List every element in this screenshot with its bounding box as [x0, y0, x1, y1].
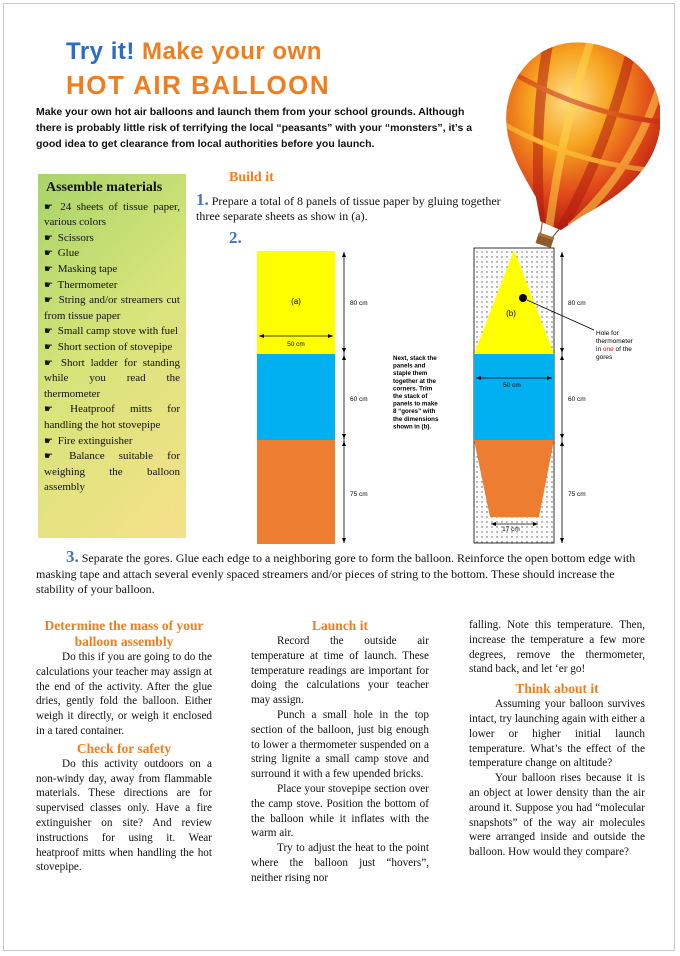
- mass-heading: Determine the mass of your balloon assembly: [44, 618, 204, 649]
- material-item: [44, 246, 180, 262]
- stack-note: [393, 355, 439, 430]
- label-a: (a): [291, 297, 301, 306]
- pointing-hand-icon: ☛: [44, 232, 53, 244]
- step-1: [196, 192, 520, 224]
- hole-one: one: [602, 346, 614, 353]
- stack-note-line: 8 “gores” with: [393, 408, 436, 416]
- hole-in: in: [596, 346, 602, 353]
- title-make-your-own: Make your own: [142, 38, 322, 65]
- safety-text: Do this activity outdoors on a non-windy day, away from flammable materials. These directions are for supervised classes only. Have a fire extinguisher on site? And review instructions for using it. Wear heatproof mitts when handling the hot stovepipe.: [36, 757, 212, 874]
- material-item: [44, 324, 180, 340]
- pointing-hand-icon: ☛: [44, 341, 53, 353]
- height-mid-a: 60 cm: [350, 396, 368, 403]
- think-heading: Think about it: [515, 681, 599, 697]
- pointing-hand-icon: ☛: [44, 279, 53, 291]
- material-item: [44, 402, 180, 433]
- stack-note-line: the stack of: [393, 393, 428, 400]
- think-p2: Your balloon rises because it is an object at lower density than the air around it. Suppose you had “molecular snapshots” of the way air molecules were arranged inside and outside the balloon. How would they compare?: [469, 772, 645, 859]
- material-item: [44, 262, 180, 278]
- hole-label-line3: [596, 346, 632, 353]
- width-a-label: 50 cm: [287, 341, 305, 348]
- pointing-hand-icon: ☛: [44, 263, 53, 275]
- material-item-text: 24 sheets of tissue paper, various colors: [44, 200, 181, 229]
- width-b-label: 50 cm: [503, 382, 521, 389]
- stack-note-line: panels and: [393, 362, 426, 370]
- gore-diagram: [240, 240, 660, 546]
- material-item: [44, 200, 180, 231]
- column-1: [36, 618, 212, 875]
- height-bottom-a: 75 cm: [350, 491, 368, 498]
- bottom-width-label: 17 cm: [502, 526, 520, 533]
- material-item: [44, 434, 180, 450]
- step-2-number: 2.: [229, 228, 242, 247]
- safety-heading: Check for safety: [76, 740, 172, 756]
- launch-p5: falling. Note this temperature. Then, increase the temperature a few more degrees, remove the thermometer, stand back, and let ‘er go!: [469, 619, 645, 676]
- launch-heading: Launch it: [312, 618, 368, 633]
- launch-p2: Punch a small hole in the top section of the balloon, just big enough to lower a thermometer suspended on a string lignite a small camp stove and surround it with a few upended bricks.: [251, 708, 429, 781]
- column-2: [251, 618, 429, 886]
- materials-heading: Assemble materials: [46, 180, 163, 195]
- title-try-it: Try it!: [66, 38, 135, 65]
- height-mid-b: 60 cm: [568, 396, 586, 403]
- material-item: [44, 449, 180, 496]
- build-heading: Build it: [229, 170, 274, 185]
- material-item-text: Balance suitable for weighing the balloon assembly: [44, 450, 180, 494]
- material-item-text: Heatproof mitts for handling the hot stovepipe: [44, 403, 180, 431]
- hole-label-line4: gores: [596, 354, 613, 361]
- materials-list: [44, 200, 180, 496]
- pointing-hand-icon: ☛: [44, 295, 53, 307]
- material-item-text: Short section of stovepipe: [57, 340, 173, 353]
- height-top-a: 80 cm: [350, 300, 368, 307]
- panel-a-bottom: [257, 440, 335, 544]
- stack-note-line: staple them: [393, 370, 428, 378]
- pointing-hand-icon: ☛: [44, 435, 53, 447]
- material-item-text: Small camp stove with fuel: [57, 325, 179, 338]
- stack-note-line: the dimensions: [393, 415, 439, 423]
- pointing-hand-icon: ☛: [44, 357, 53, 369]
- pointing-hand-icon: ☛: [44, 404, 53, 416]
- title-line-2: HOT AIR BALLOON: [66, 70, 331, 100]
- step-1-text: Prepare a total of 8 panels of tissue paper by gluing together three separate sheets as show in (a).: [196, 194, 501, 223]
- stack-note-line: shown in (b).: [393, 423, 432, 431]
- stack-note-line: corners. Trim: [393, 385, 433, 393]
- column-3: [469, 618, 645, 860]
- step-1-number: 1.: [196, 190, 209, 209]
- pointing-hand-icon: ☛: [44, 248, 53, 260]
- hole-of: of the: [615, 346, 632, 353]
- materials-box: [38, 174, 186, 538]
- stack-note-line: Next, stack the: [393, 355, 437, 362]
- step-3-text: Separate the gores. Glue each edge to a neighboring gore to form the balloon. Reinforce the open bottom edge with masking tape and attach several evenly spaced streamers and/or pieces of string to the bottom. These should increase the stability of your balloon.: [36, 551, 636, 596]
- pointing-hand-icon: ☛: [44, 326, 53, 338]
- material-item-text: Short ladder for standing while you read the thermometer: [44, 356, 180, 400]
- material-item: [44, 356, 180, 403]
- stack-note-line: together at the: [393, 377, 436, 385]
- panel-a-middle: [257, 354, 335, 440]
- step-3-number: 3.: [66, 547, 79, 566]
- mass-text: Do this if you are going to do the calculations your teacher may assign at the end of the activity. After the glue dries, gently fold the balloon. Either weigh it directly, or weigh it enclosed in a tared container.: [36, 651, 212, 737]
- hole-label-line2: thermometer: [596, 338, 633, 345]
- material-item: [44, 278, 180, 294]
- material-item-text: Fire extinguisher: [57, 434, 133, 447]
- stack-note-line: panels to make: [393, 400, 438, 408]
- material-item-text: String and/or streamers cut from tissue paper: [44, 294, 180, 322]
- pointing-hand-icon: ☛: [44, 451, 53, 463]
- launch-p1: Record the outside air temperature at time of launch. These temperature readings are important for doing the calculations your teacher may assign.: [251, 635, 429, 707]
- think-p1: Assuming your balloon survives intact, try launching again with either a lower or higher initial launch temperature. What’s the effect of the temperature change on altitude?: [469, 698, 645, 770]
- intro-paragraph: Make your own hot air balloons and launch them from your school grounds. Although there is probably little risk of terrifying the local “peasants” with your “monsters”, it’s a good idea to get clearance from local authorities before you launch.: [36, 106, 473, 150]
- material-item-text: Scissors: [57, 231, 94, 244]
- hole-label-line1: Hole for: [596, 330, 619, 337]
- material-item-text: Thermometer: [57, 278, 118, 291]
- step-3: [36, 549, 648, 598]
- launch-p3: Place your stovepipe section over the camp stove. Position the bottom of the balloon while it inflates with the warm air.: [251, 782, 429, 840]
- launch-p4: Try to adjust the heat to the point where the balloon just “hovers”, neither rising nor: [251, 842, 429, 884]
- title-line-1: [66, 38, 322, 66]
- material-item: [44, 293, 180, 324]
- gore-middle: [474, 354, 554, 440]
- height-top-b: 80 cm: [568, 300, 586, 307]
- material-item-text: Glue: [57, 247, 80, 260]
- thermometer-hole: [519, 294, 527, 302]
- pointing-hand-icon: ☛: [44, 201, 53, 213]
- label-b: (b): [506, 309, 516, 318]
- material-item-text: Masking tape: [57, 262, 118, 275]
- height-bottom-b: 75 cm: [568, 491, 586, 498]
- material-item: [44, 340, 180, 356]
- material-item: [44, 231, 180, 247]
